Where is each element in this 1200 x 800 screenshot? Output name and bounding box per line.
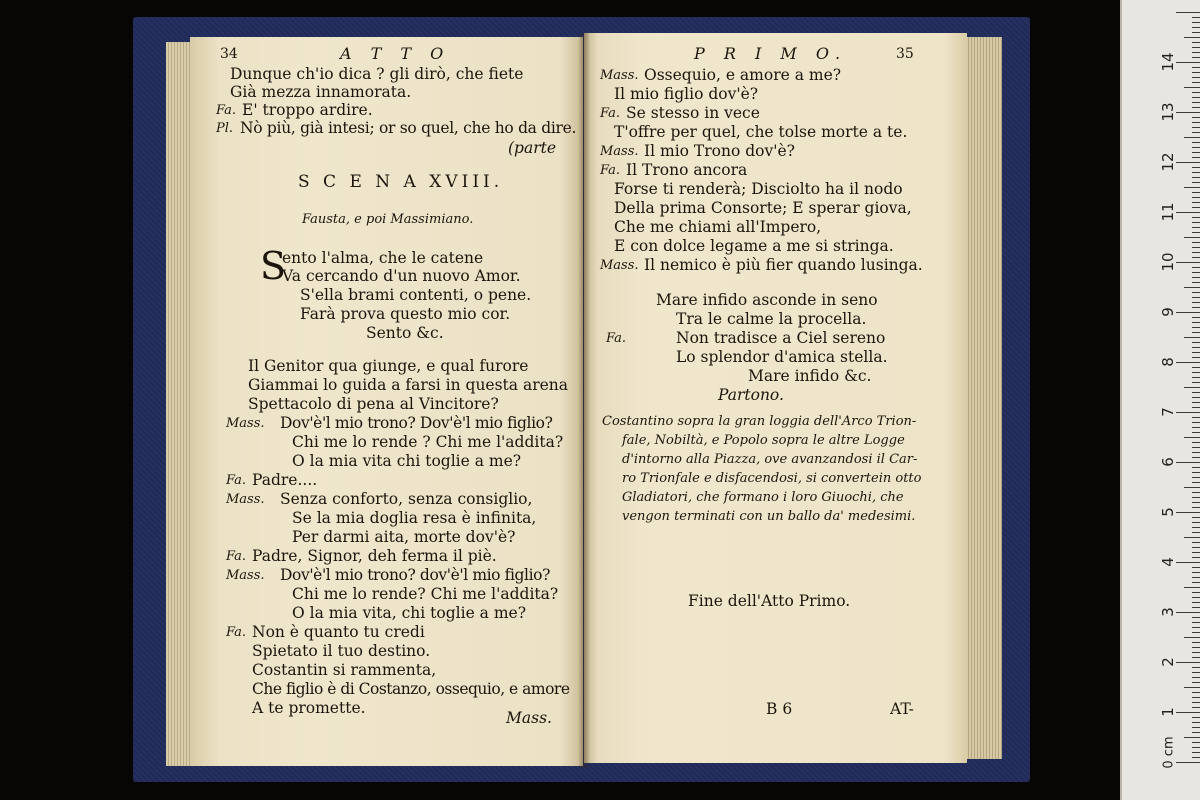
speaker: Fa. bbox=[600, 163, 621, 178]
scene-title: S C E N A XVIII. bbox=[298, 172, 504, 192]
aria-line: S'ella brami contenti, o pene. bbox=[300, 286, 532, 304]
speaker: Fa. bbox=[600, 106, 621, 121]
ruler-tick bbox=[1192, 592, 1200, 593]
stage-direction-line: d'intorno alla Piazza, ove avanzandosi il Car- bbox=[622, 452, 918, 467]
ruler-tick bbox=[1192, 192, 1200, 193]
ruler-tick bbox=[1192, 32, 1200, 33]
ruler-tick bbox=[1192, 522, 1200, 523]
ruler-tick bbox=[1192, 472, 1200, 473]
dialogue-line: Ossequio, e amore a me? bbox=[644, 66, 842, 84]
ruler-unit-label: 0 cm bbox=[1161, 736, 1177, 769]
ruler-tick bbox=[1192, 567, 1200, 568]
ruler-number: 12 bbox=[1159, 152, 1177, 172]
scene-characters: Fausta, e poi Massimiano. bbox=[302, 212, 474, 227]
stage-direction-line: Gladiatori, che formano i loro Giuochi, che bbox=[622, 490, 904, 505]
ruler-tick bbox=[1192, 527, 1200, 528]
ruler-tick bbox=[1176, 62, 1200, 63]
ruler-tick bbox=[1192, 357, 1200, 358]
book-gutter bbox=[578, 33, 590, 768]
ruler-tick bbox=[1192, 297, 1200, 298]
dialogue-line: O la mia vita chi toglie a me? bbox=[292, 452, 522, 470]
stage-direction-line: fale, Nobiltà, e Popolo sopra le altre Logge bbox=[622, 433, 905, 448]
speaker: Fa. bbox=[226, 473, 247, 488]
ruler-number: 4 bbox=[1159, 557, 1177, 567]
ruler-tick bbox=[1192, 557, 1200, 558]
ruler-tick bbox=[1192, 67, 1200, 68]
ruler-tick bbox=[1192, 482, 1200, 483]
ruler-tick bbox=[1192, 272, 1200, 273]
speaker: Fa. bbox=[226, 549, 247, 564]
ruler-tick bbox=[1184, 37, 1200, 38]
ruler-tick bbox=[1192, 607, 1200, 608]
ruler-tick bbox=[1184, 687, 1200, 688]
aria-line: Mare infido asconde in seno bbox=[656, 291, 878, 309]
ruler-tick bbox=[1176, 612, 1200, 613]
ruler-number: 5 bbox=[1159, 507, 1177, 517]
ruler-tick bbox=[1192, 627, 1200, 628]
ruler-tick bbox=[1192, 152, 1200, 153]
ruler-tick bbox=[1192, 332, 1200, 333]
ruler-tick bbox=[1192, 417, 1200, 418]
dialogue-line: Il Trono ancora bbox=[626, 161, 748, 179]
left-page bbox=[190, 37, 583, 766]
aria-line: ento l'alma, che le catene bbox=[282, 249, 484, 267]
ruler-tick bbox=[1192, 122, 1200, 123]
dialogue-line: Per darmi aita, morte dov'è? bbox=[292, 528, 516, 546]
ruler-tick bbox=[1192, 127, 1200, 128]
ruler-number: 9 bbox=[1159, 307, 1177, 317]
ruler-tick bbox=[1192, 677, 1200, 678]
ruler-tick bbox=[1192, 247, 1200, 248]
ruler-tick bbox=[1192, 407, 1200, 408]
ruler-tick bbox=[1192, 382, 1200, 383]
ruler-tick bbox=[1192, 302, 1200, 303]
ruler-tick bbox=[1176, 462, 1200, 463]
ruler-tick bbox=[1192, 717, 1200, 718]
ruler-number: 11 bbox=[1159, 202, 1177, 222]
dialogue-line: Spietato il tuo destino. bbox=[252, 642, 431, 660]
speaker: Pl. bbox=[216, 121, 234, 136]
text-line: Nò più, già intesi; or so quel, che ho da dire. bbox=[240, 119, 577, 137]
speaker: Mass. bbox=[600, 144, 639, 159]
ruler-tick bbox=[1184, 487, 1200, 488]
speaker: Fa. bbox=[606, 331, 627, 346]
dialogue-line: Che me chiami all'Impero, bbox=[614, 218, 822, 236]
ruler-tick bbox=[1192, 502, 1200, 503]
ruler-tick bbox=[1192, 157, 1200, 158]
ruler-tick bbox=[1192, 267, 1200, 268]
ruler-tick bbox=[1184, 537, 1200, 538]
dialogue-line: T'offre per quel, che tolse morte a te. bbox=[614, 123, 908, 141]
ruler-tick bbox=[1192, 347, 1200, 348]
ruler-tick bbox=[1192, 232, 1200, 233]
ruler-tick bbox=[1192, 442, 1200, 443]
ruler-tick bbox=[1176, 212, 1200, 213]
text-line: E' troppo ardire. bbox=[242, 101, 373, 119]
ruler-tick bbox=[1176, 262, 1200, 263]
signature-mark: B 6 bbox=[766, 700, 793, 718]
ruler-tick bbox=[1192, 367, 1200, 368]
ruler-tick bbox=[1192, 292, 1200, 293]
dialogue-line: Il mio figlio dov'è? bbox=[614, 85, 759, 103]
ruler-tick bbox=[1192, 582, 1200, 583]
ruler-tick bbox=[1192, 107, 1200, 108]
exit-direction: Partono. bbox=[718, 386, 784, 404]
ruler-tick bbox=[1184, 237, 1200, 238]
ruler-tick bbox=[1192, 732, 1200, 733]
ruler-number: 6 bbox=[1159, 457, 1177, 467]
ruler-tick bbox=[1192, 682, 1200, 683]
dialogue-line: Senza conforto, senza consiglio, bbox=[280, 490, 533, 508]
ruler-tick bbox=[1192, 282, 1200, 283]
ruler-tick bbox=[1192, 177, 1200, 178]
ruler-number: 8 bbox=[1159, 357, 1177, 367]
dialogue-line: Giammai lo guida a farsi in questa arena bbox=[248, 376, 569, 394]
ruler-tick bbox=[1192, 697, 1200, 698]
ruler-tick bbox=[1192, 672, 1200, 673]
ruler-tick bbox=[1192, 117, 1200, 118]
ruler-tick bbox=[1192, 467, 1200, 468]
ruler-tick bbox=[1192, 217, 1200, 218]
dialogue-line: Il mio Trono dov'è? bbox=[644, 142, 795, 160]
ruler-tick bbox=[1184, 387, 1200, 388]
ruler-number: 1 bbox=[1159, 707, 1177, 717]
dialogue-line: Padre.... bbox=[252, 471, 318, 489]
ruler-tick bbox=[1192, 252, 1200, 253]
ruler-tick bbox=[1192, 577, 1200, 578]
aria-line: Mare infido &c. bbox=[748, 367, 872, 385]
measurement-ruler bbox=[1120, 0, 1200, 800]
ruler-tick bbox=[1192, 322, 1200, 323]
ruler-tick bbox=[1176, 712, 1200, 713]
speaker: Mass. bbox=[600, 68, 639, 83]
ruler-tick bbox=[1192, 92, 1200, 93]
ruler-tick bbox=[1184, 187, 1200, 188]
ruler-tick bbox=[1176, 762, 1200, 763]
ruler-number: 3 bbox=[1159, 607, 1177, 617]
aria-line: Va cercando d'un nuovo Amor. bbox=[282, 267, 521, 285]
ruler-tick bbox=[1192, 707, 1200, 708]
ruler-tick bbox=[1192, 747, 1200, 748]
ruler-tick bbox=[1192, 757, 1200, 758]
ruler-tick bbox=[1192, 572, 1200, 573]
text-line: Già mezza innamorata. bbox=[230, 83, 412, 101]
speaker: Mass. bbox=[226, 492, 265, 507]
dialogue-line: Chi me lo rende? Chi me l'addita? bbox=[292, 585, 559, 603]
dialogue-line: Il Genitor qua giunge, e qual furore bbox=[248, 357, 529, 375]
ruler-number: 2 bbox=[1159, 657, 1177, 667]
end-of-act: Fine dell'Atto Primo. bbox=[688, 592, 851, 610]
ruler-tick bbox=[1176, 662, 1200, 663]
ruler-tick bbox=[1184, 137, 1200, 138]
ruler-tick bbox=[1184, 337, 1200, 338]
dialogue-line: Non è quanto tu credi bbox=[252, 623, 425, 641]
ruler-tick bbox=[1192, 327, 1200, 328]
stage-direction-line: ro Trionfale e disfacendosi, si convertein otto bbox=[622, 471, 922, 486]
ruler-tick bbox=[1192, 242, 1200, 243]
speaker: Mass. bbox=[600, 258, 639, 273]
ruler-tick bbox=[1192, 397, 1200, 398]
dialogue-line: Chi me lo rende ? Chi me l'addita? bbox=[292, 433, 564, 451]
ruler-tick bbox=[1176, 312, 1200, 313]
right-page bbox=[584, 33, 967, 763]
ruler-tick bbox=[1184, 87, 1200, 88]
dialogue-line: Della prima Consorte; E sperar giova, bbox=[614, 199, 912, 217]
aria-line: Sento &c. bbox=[366, 324, 444, 342]
ruler-tick bbox=[1192, 132, 1200, 133]
ruler-tick bbox=[1192, 207, 1200, 208]
dialogue-line: Forse ti renderà; Disciolto ha il nodo bbox=[614, 180, 903, 198]
dialogue-line: Se stesso in vece bbox=[626, 104, 760, 122]
ruler-tick bbox=[1192, 452, 1200, 453]
ruler-number: 13 bbox=[1159, 102, 1177, 122]
ruler-number: 7 bbox=[1159, 407, 1177, 417]
page-edges-left bbox=[166, 42, 192, 766]
ruler-tick bbox=[1192, 97, 1200, 98]
stage-direction-line: Costantino sopra la gran loggia dell'Arco Trion- bbox=[602, 414, 917, 429]
ruler-tick bbox=[1176, 562, 1200, 563]
ruler-tick bbox=[1192, 477, 1200, 478]
ruler-tick bbox=[1192, 27, 1200, 28]
catchword: AT- bbox=[890, 700, 914, 718]
ruler-tick bbox=[1176, 412, 1200, 413]
ruler-tick bbox=[1192, 427, 1200, 428]
ruler-tick bbox=[1192, 227, 1200, 228]
ruler-tick bbox=[1192, 667, 1200, 668]
ruler-tick bbox=[1192, 497, 1200, 498]
ruler-tick bbox=[1192, 447, 1200, 448]
aria-line: Farà prova questo mio cor. bbox=[300, 305, 511, 323]
ruler-tick bbox=[1192, 742, 1200, 743]
dialogue-line: Dov'è'l mio trono? dov'è'l mio figlio? bbox=[280, 566, 551, 584]
aria-line: Tra le calme la procella. bbox=[676, 310, 867, 328]
ruler-tick bbox=[1192, 507, 1200, 508]
drop-cap: S bbox=[260, 244, 287, 288]
ruler-tick bbox=[1192, 202, 1200, 203]
ruler-tick bbox=[1192, 547, 1200, 548]
ruler-tick bbox=[1192, 52, 1200, 53]
ruler-tick bbox=[1192, 42, 1200, 43]
ruler-tick bbox=[1192, 82, 1200, 83]
ruler-tick bbox=[1192, 532, 1200, 533]
ruler-tick bbox=[1176, 12, 1200, 13]
dialogue-line: Padre, Signor, deh ferma il piè. bbox=[252, 547, 497, 565]
ruler-tick bbox=[1192, 542, 1200, 543]
speaker: Fa. bbox=[216, 103, 237, 118]
ruler-tick bbox=[1184, 637, 1200, 638]
dialogue-line: Che figlio è di Costanzo, ossequio, e amore bbox=[252, 680, 570, 698]
ruler-tick bbox=[1176, 362, 1200, 363]
ruler-tick bbox=[1192, 22, 1200, 23]
ruler-tick bbox=[1192, 642, 1200, 643]
ruler-tick bbox=[1192, 102, 1200, 103]
dialogue-line: Costantin si rammenta, bbox=[252, 661, 437, 679]
stage-direction-line: vengon terminati con un ballo da' medesimi. bbox=[622, 509, 916, 524]
dialogue-line: E con dolce legame a me si stringa. bbox=[614, 237, 894, 255]
aria-line: Non tradisce a Ciel sereno bbox=[676, 329, 886, 347]
dialogue-line: Il nemico è più fier quando lusinga. bbox=[644, 256, 923, 274]
ruler-tick bbox=[1192, 77, 1200, 78]
ruler-tick bbox=[1192, 257, 1200, 258]
ruler-tick bbox=[1192, 167, 1200, 168]
ruler-tick bbox=[1192, 222, 1200, 223]
ruler-tick bbox=[1192, 47, 1200, 48]
ruler-tick bbox=[1176, 512, 1200, 513]
ruler-tick bbox=[1192, 617, 1200, 618]
ruler-tick bbox=[1176, 162, 1200, 163]
text-line: Dunque ch'io dica ? gli dirò, che fiete bbox=[230, 65, 524, 83]
ruler-tick bbox=[1192, 552, 1200, 553]
ruler-tick bbox=[1192, 702, 1200, 703]
ruler-tick bbox=[1192, 647, 1200, 648]
speaker: Mass. bbox=[226, 416, 265, 431]
ruler-tick bbox=[1184, 587, 1200, 588]
ruler-tick bbox=[1192, 147, 1200, 148]
ruler-number: 10 bbox=[1159, 252, 1177, 272]
exit-direction: (parte bbox=[508, 139, 557, 157]
ruler-tick bbox=[1192, 57, 1200, 58]
ruler-tick bbox=[1192, 602, 1200, 603]
ruler-tick bbox=[1192, 142, 1200, 143]
page-number: 35 bbox=[896, 46, 914, 62]
ruler-tick bbox=[1184, 287, 1200, 288]
ruler-tick bbox=[1192, 622, 1200, 623]
running-head: P R I M O. bbox=[694, 44, 848, 63]
page-number: 34 bbox=[220, 46, 238, 62]
ruler-tick bbox=[1192, 492, 1200, 493]
ruler-tick bbox=[1192, 182, 1200, 183]
ruler-tick bbox=[1192, 652, 1200, 653]
ruler-tick bbox=[1192, 197, 1200, 198]
ruler-tick bbox=[1176, 112, 1200, 113]
ruler-tick bbox=[1192, 372, 1200, 373]
ruler-tick bbox=[1192, 17, 1200, 18]
ruler-tick bbox=[1192, 722, 1200, 723]
dialogue-line: A te promette. bbox=[252, 699, 366, 717]
ruler-tick bbox=[1184, 737, 1200, 738]
ruler-tick bbox=[1192, 342, 1200, 343]
dialogue-line: Dov'è'l mio trono? Dov'è'l mio figlio? bbox=[280, 414, 553, 432]
ruler-tick bbox=[1192, 392, 1200, 393]
ruler-tick bbox=[1192, 517, 1200, 518]
ruler-number: 14 bbox=[1159, 52, 1177, 72]
ruler-tick bbox=[1192, 402, 1200, 403]
ruler-tick bbox=[1192, 432, 1200, 433]
speaker: Mass. bbox=[226, 568, 265, 583]
dialogue-line: Spettacolo di pena al Vincitore? bbox=[248, 395, 499, 413]
ruler-tick bbox=[1192, 597, 1200, 598]
ruler-tick bbox=[1192, 377, 1200, 378]
dialogue-line: Se la mia doglia resa è infinita, bbox=[292, 509, 537, 527]
ruler-tick bbox=[1192, 277, 1200, 278]
ruler-tick bbox=[1192, 692, 1200, 693]
ruler-tick bbox=[1192, 657, 1200, 658]
aria-line: Lo splendor d'amica stella. bbox=[676, 348, 888, 366]
speaker: Fa. bbox=[226, 625, 247, 640]
page-edges-right bbox=[966, 37, 1002, 759]
running-head: A T T O bbox=[340, 44, 451, 63]
catchword: Mass. bbox=[506, 709, 552, 727]
ruler-tick bbox=[1192, 457, 1200, 458]
ruler-tick bbox=[1192, 727, 1200, 728]
ruler-tick bbox=[1192, 632, 1200, 633]
ruler-tick bbox=[1184, 437, 1200, 438]
ruler-tick bbox=[1192, 172, 1200, 173]
dialogue-line: O la mia vita, chi toglie a me? bbox=[292, 604, 527, 622]
ruler-tick bbox=[1192, 752, 1200, 753]
ruler-tick bbox=[1192, 422, 1200, 423]
ruler-tick bbox=[1192, 317, 1200, 318]
ruler-tick bbox=[1192, 307, 1200, 308]
ruler-tick bbox=[1192, 72, 1200, 73]
ruler-tick bbox=[1192, 352, 1200, 353]
